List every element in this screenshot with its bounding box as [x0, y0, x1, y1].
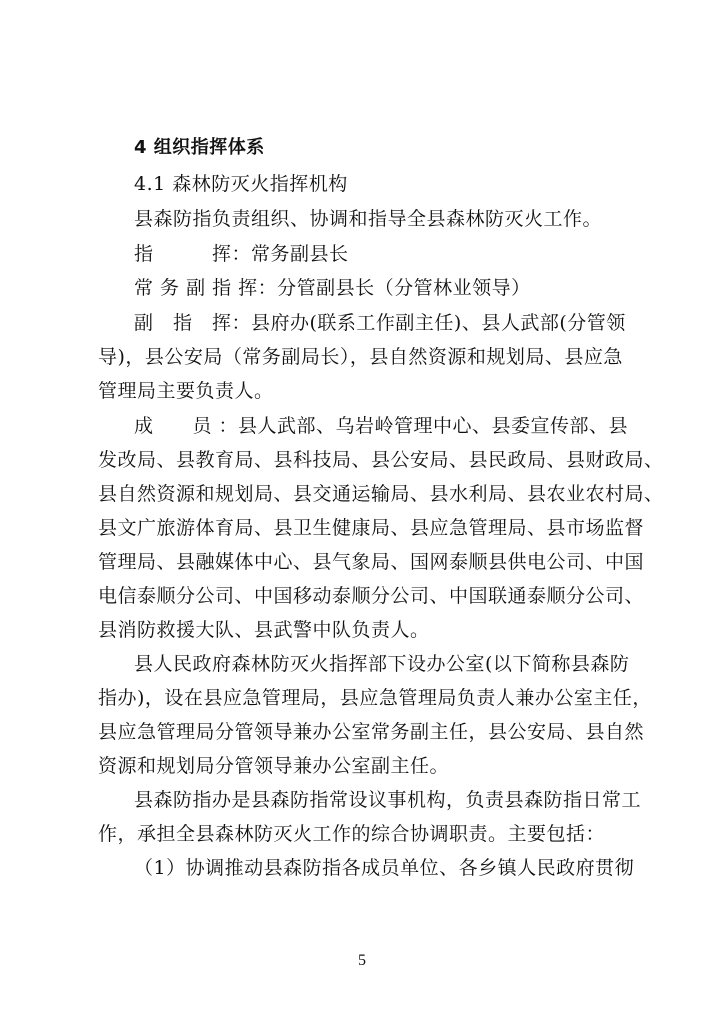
paragraph-line: 导)，县公安局（常务副局长），县自然资源和规划局、县应急	[98, 346, 623, 368]
paragraph-line: 管理局、县融媒体中心、县气象局、国网泰顺县供电公司、中国	[98, 551, 645, 573]
paragraph-line: 管理局主要负责人。	[98, 380, 274, 402]
paragraph-line: （1）协调推动县森防指各成员单位、各乡镇人民政府贯彻	[134, 857, 635, 879]
paragraph-line: 县消防救援大队、县武警中队负责人。	[98, 619, 430, 641]
paragraph-line: 电信泰顺分公司、中国移动泰顺分公司、中国联通泰顺分公司、	[98, 585, 645, 607]
paragraph-line: 作，承担全县森林防灭火工作的综合协调职责。主要包括：	[98, 823, 606, 845]
paragraph-line: 县森防指负责组织、协调和指导全县森林防灭火工作。	[134, 208, 603, 230]
paragraph-line: 县应急管理局分管领导兼办公室常务副主任，县公安局、县自然	[98, 721, 645, 743]
paragraph-line: 成 员 ：县人武部、乌岩岭管理中心、县委宣传部、县	[134, 415, 629, 437]
paragraph-line: 县森防指办是县森防指常设议事机构，负责县森防指日常工	[134, 789, 642, 811]
paragraph-line: 资源和规划局分管领导兼办公室副主任。	[98, 755, 450, 777]
subsection-heading: 4.1 森林防灭火指挥机构	[134, 173, 348, 195]
paragraph-line: 副 指 挥：县府办(联系工作副主任)、县人武部(分管领	[134, 312, 626, 334]
paragraph-line: 县人民政府森林防灭火指挥部下设办公室(以下简称县森防	[134, 653, 630, 675]
paragraph-line: 县自然资源和规划局、县交通运输局、县水利局、县农业农村局、	[98, 483, 664, 505]
paragraph-line: 发改局、县教育局、县科技局、县公安局、县民政局、县财政局、	[98, 449, 664, 471]
paragraph-line: 指 挥：常务副县长	[134, 243, 349, 265]
section-heading: 4 组织指挥体系	[134, 137, 265, 158]
paragraph-line: 指办)，设在县应急管理局，县应急管理局负责人兼办公室主任，	[98, 687, 652, 709]
paragraph-line: 常 务 副 指 挥：分管副县长（分管林业领导）	[134, 277, 531, 299]
paragraph-line: 县文广旅游体育局、县卫生健康局、县应急管理局、县市场监督	[98, 517, 645, 539]
page-number: 5	[358, 952, 366, 969]
